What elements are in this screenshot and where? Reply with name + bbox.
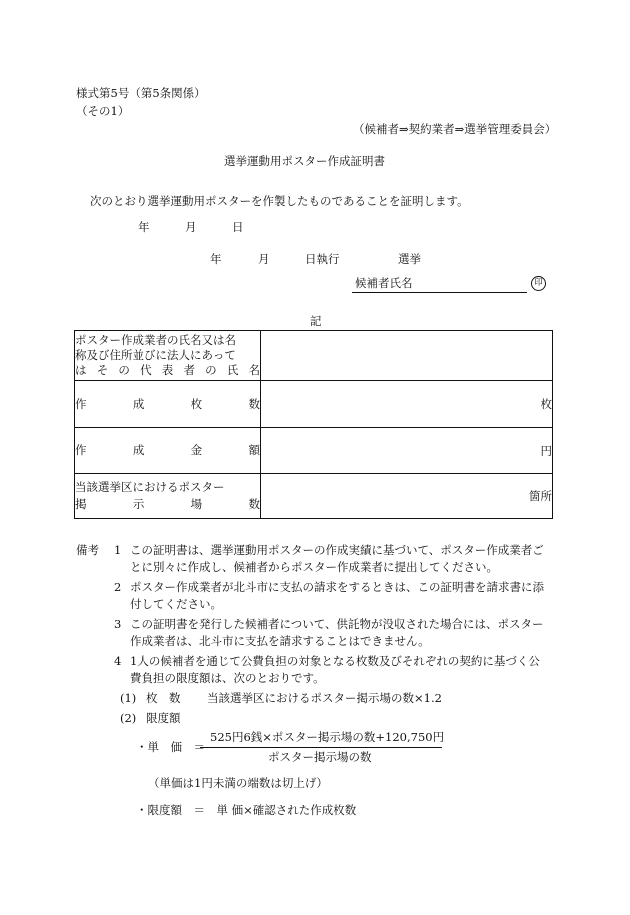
date-month: 月 [185,220,197,234]
note-3-line-1: この証明書を発行した候補者について、供託物が没収された場合には、ポスター [130,617,544,631]
limit-formula: ・限度額 ＝ 単 価×確認された作成枚数 [136,803,357,817]
note-3-number: 3 [114,617,122,631]
sub-1-formula: 当該選挙区におけるポスター掲示場の数×1.2 [207,691,442,705]
note-2-number: 2 [114,580,122,594]
election-year: 年 [210,252,222,266]
unit-price-denominator: ポスター掲示場の数 [268,750,372,764]
ki-label: 記 [310,314,322,328]
note-1-line-1: この証明書は、選挙運動用ポスターの作成実績に基づいて、ポスター作成業者ご [130,543,544,557]
note-3-line-2: 作成業者は、北斗市に支払を請求することはできません。 [130,634,430,648]
amount-field[interactable] [261,428,553,474]
rounding-note: （単価は1円未満の端数は切上げ） [148,776,328,790]
certification-statement: 次のとおり選挙運動用ポスターを作製したものであることを証明します。 [90,194,469,208]
candidate-name-underline [352,292,527,293]
note-1-number: 1 [114,543,122,557]
producer-label-line-1: ポスター作成業者の氏名又は名 [75,333,236,347]
form-number: 様式第5号（第5条関係） [76,86,206,100]
document-title: 選挙運動用ポスター作成証明書 [224,154,385,168]
form-part: （その1） [76,104,130,118]
note-4-line-1: 1人の候補者を通じて公費負担の対象となる枚数及びそれぞれの契約に基づく公 [130,654,540,668]
producer-name-label [75,331,261,381]
quantity-field[interactable] [261,381,553,428]
election-month: 月 [258,252,270,266]
quantity-unit: 枚 [540,397,552,411]
election-executed: 日執行 [305,252,340,266]
seal-mark: 印 [531,276,546,291]
note-2-line-1: ポスター作成業者が北斗市に支払の請求をするときは、この証明書を請求書に添 [130,580,544,594]
posting-sites-field[interactable] [261,474,553,519]
candidate-name-label: 候補者氏名 [355,276,413,290]
sub-2-label: 限度額 [146,711,181,725]
note-4-number: 4 [114,654,122,668]
sub-2-number: (2) [120,711,137,725]
unit-price-label: ・単 価 ＝ [136,740,205,754]
amount-unit: 円 [540,443,552,458]
note-4-line-2: 費負担の限度額は、次のとおりです。 [130,671,325,685]
producer-label-line-2: 称及び住所並びに法人にあって [75,348,236,362]
fraction-bar [200,747,442,748]
table-row [75,428,553,474]
table-row [75,381,553,428]
table-row [75,474,553,519]
sub-1-number: (1) [120,691,137,705]
note-1-line-2: とに別々に作成し、候補者からポスター作成業者に提出してください。 [130,560,498,574]
amount-label: 作 成 金 額 [75,428,261,474]
table-row [75,331,553,381]
quantity-label: 作 成 枚 数 [75,381,261,428]
posting-sites-label-line-1: 当該選挙区におけるポスター [75,480,225,494]
election-label: 選挙 [398,252,421,266]
sub-1-label: 枚 数 [146,691,181,705]
notes-heading: 備考 [76,543,99,557]
date-day: 日 [232,220,244,234]
poster-info-table [74,330,553,519]
note-2-line-2: 付してください。 [130,597,222,611]
posting-sites-label-line-2: 掲 示 場 数 [75,497,260,511]
date-year: 年 [138,220,150,234]
posting-sites-unit: 箇所 [529,489,552,503]
producer-name-field[interactable] [261,331,553,381]
posting-sites-label [75,474,261,519]
routing-note: （候補者⇒契約業者⇒選挙管理委員会） [353,122,557,136]
producer-label-line-3: は そ の 代 表 者 の 氏 名 [75,363,260,377]
unit-price-numerator: 525円6銭×ポスター掲示場の数+120,750円 [210,730,445,744]
